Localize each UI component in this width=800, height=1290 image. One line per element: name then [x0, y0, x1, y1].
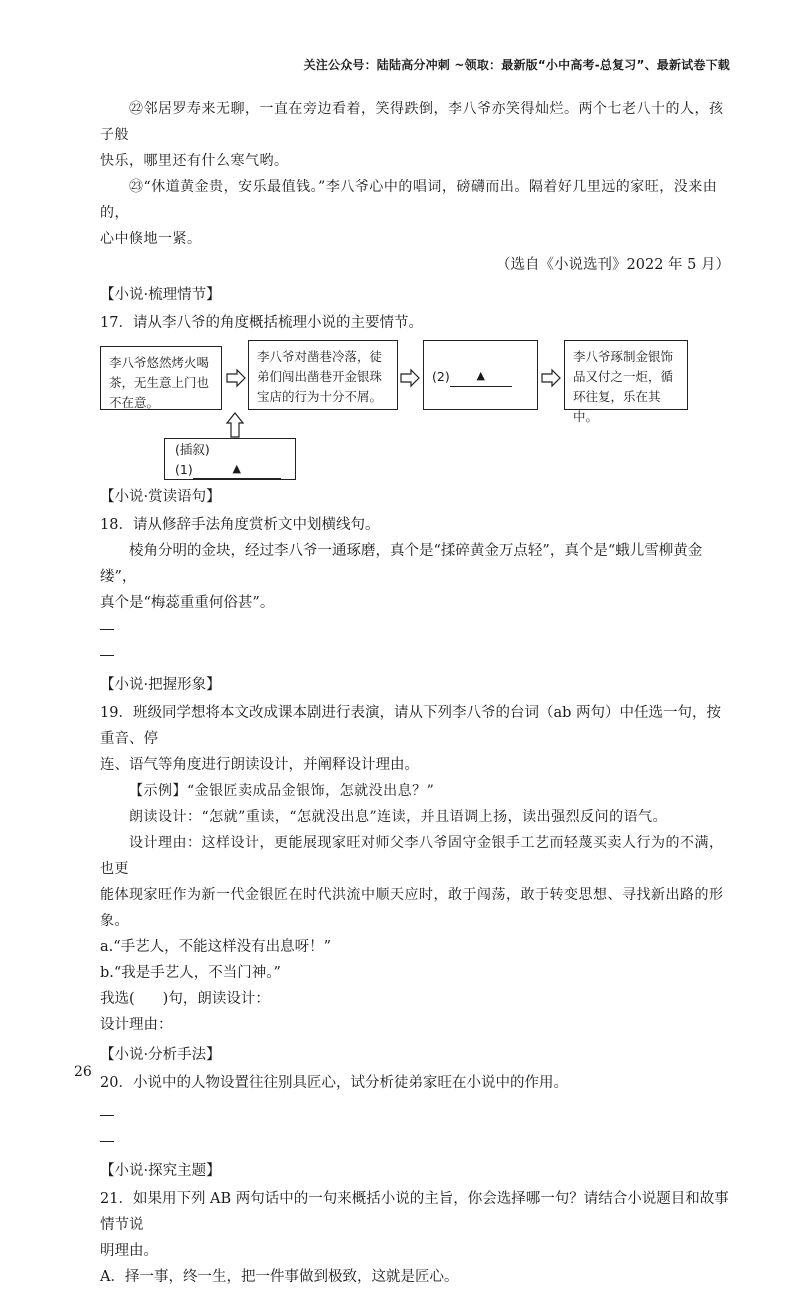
- page-content: [100, 96, 730, 1290]
- insert-label: (插叙): [175, 442, 210, 457]
- question-19-line2: 连、语气等角度进行朗读设计，并阐释设计理由。: [100, 757, 419, 773]
- flow-box-3: [423, 340, 538, 410]
- question-19-option-a: a.“手艺人，不能这样没有出息呀！”: [100, 939, 332, 955]
- question-21-option-a: A．择一事，终一生，把一件事做到极致，这就是匠心。: [100, 1269, 459, 1285]
- arrow-right-icon: [400, 368, 420, 388]
- question-21-line2: 明理由。: [100, 1243, 158, 1259]
- question-19-choose-line: [100, 986, 730, 1012]
- section-heading-19: 【小说·把握形象】: [100, 677, 221, 693]
- question-19-reason-line1: 设计理由：这样设计，更能展现家旺对师父李八爷固守金银手工艺而轻蔑买卖人行为的不满，也更: [100, 835, 724, 877]
- answer-blank-2[interactable]: [450, 365, 512, 387]
- arrow-right-icon: [541, 368, 561, 388]
- page-header: 关注公众号：陆陆高分冲刺 ~领取：最新版“小中高考-总复习”、最新试卷下载: [303, 58, 730, 72]
- question-19-line1: 19．班级同学想将本文改成课本剧进行表演，请从下列李八爷的台词（ab 两句）中任选一句，按重音、停: [100, 705, 721, 747]
- choose-suffix: )句，朗读设计：: [162, 991, 270, 1007]
- triangle-marker-icon: ▲: [476, 369, 485, 382]
- choose-prefix: 我选(: [100, 991, 135, 1007]
- section-heading-17: 【小说·梳理情节】: [100, 287, 221, 303]
- triangle-marker-icon: ▲: [232, 462, 241, 475]
- answer-blank-1[interactable]: [193, 459, 281, 479]
- question-19-reading-design: 朗读设计：“怎就”重读，“怎就没出息”连读，并且语调上扬，读出强烈反问的语气。: [129, 809, 668, 825]
- answer-blank-1-label: (1): [175, 462, 193, 477]
- question-19-reason-line2: 能体现家旺作为新一代金银匠在时代洪流中顺天应时，敢于闯荡，敢于转变思想、寻找新出路的形象。: [100, 887, 724, 929]
- answer-line[interactable]: [100, 616, 730, 642]
- page-number: 26: [74, 1064, 92, 1080]
- flow-box-insert: [164, 438, 296, 480]
- arrow-right-icon: [226, 368, 246, 388]
- plot-flowchart: [100, 340, 730, 480]
- paragraph-23-line2: 心中倏地一紧。: [100, 231, 202, 247]
- question-19-example: 【示例】“金银匠卖成品金银饰，怎就没出息？”: [129, 783, 435, 799]
- section-heading-18: 【小说·赏读语句】: [100, 489, 221, 505]
- question-20: 20．小说中的人物设置往往别具匠心，试分析徒弟家旺在小说中的作用。: [100, 1075, 568, 1091]
- flow-box-2: 李八爷对凿巷冷落，徒弟们闯出凿巷开金银珠宝店的行为十分不屑。: [248, 340, 398, 410]
- question-18-quote-line1: 棱角分明的金块，经过李八爷一通琢磨，真个是“揉碎黄金万点轻”，真个是“蛾儿雪柳黄金缕”，: [100, 543, 703, 585]
- section-heading-21: 【小说·探究主题】: [100, 1163, 221, 1179]
- question-21-line1: 21．如果用下列 AB 两句话中的一句来概括小说的主旨，你会选择哪一句？请结合小说题目和故事情节说: [100, 1191, 729, 1233]
- paragraph-22-line2: 快乐，哪里还有什么寒气哟。: [100, 153, 289, 169]
- section-heading-20: 【小说·分析手法】: [100, 1047, 221, 1063]
- question-18: 18．请从修辞手法角度赏析文中划横线句。: [100, 517, 380, 533]
- flow-box-1: 李八爷悠然烤火喝茶，无生意上门也不在意。: [100, 346, 222, 410]
- flow-box-4: 李八爷琢制金银饰品又付之一炬，循环往复，乐在其中。: [564, 340, 688, 410]
- question-18-quote-line2: 真个是“梅蕊重重何俗甚”。: [100, 595, 275, 611]
- answer-line[interactable]: [100, 642, 730, 668]
- arrow-up-icon: [226, 412, 244, 438]
- source-citation: （选自《小说选刊》2022 年 5 月）: [496, 257, 730, 273]
- answer-line[interactable]: [100, 1102, 730, 1128]
- paragraph-23-line1: ㉓“休道黄金贵，安乐最值钱。”李八爷心中的唱词，磅礴而出。隔着好几里远的家旺，没来由的，: [100, 179, 718, 221]
- answer-blank-2-label: (2): [432, 369, 450, 384]
- question-17: 17．请从李八爷的角度概括梳理小说的主要情节。: [100, 315, 423, 331]
- paragraph-22-line1: ㉒邻居罗寿来无聊，一直在旁边看着，笑得跌倒，李八爷亦笑得灿烂。两个七老八十的人，孩子般: [100, 101, 724, 143]
- question-19-reason-label: 设计理由：: [100, 1017, 173, 1033]
- question-19-option-b: b.“我是手艺人，不当门神。”: [100, 965, 281, 981]
